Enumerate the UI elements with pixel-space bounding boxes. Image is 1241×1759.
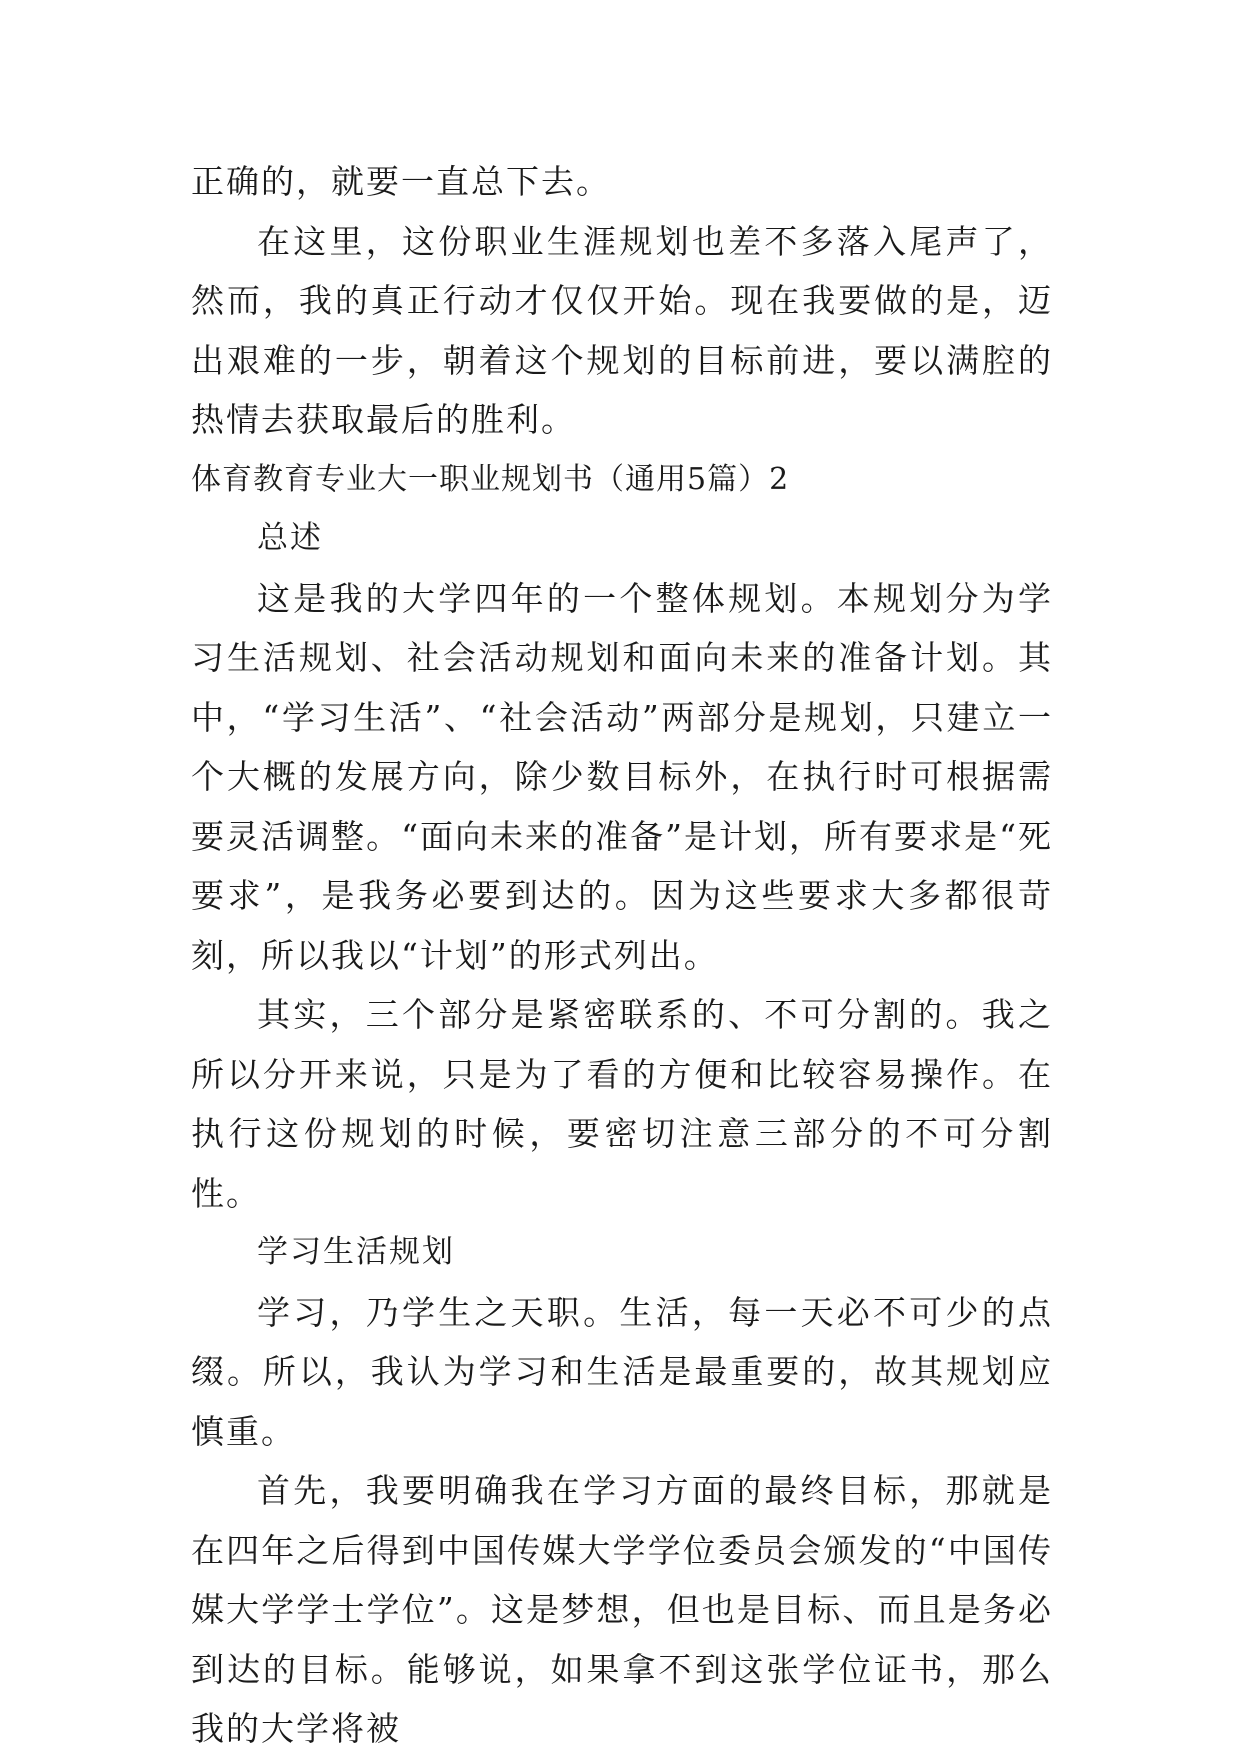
overview-paragraph-2: 其实，三个部分是紧密联系的、不可分割的。我之所以分开来说，只是为了看的方便和比较容易操作。在执行这份规划的时候，要密切注意三部分的不可分割性。 (191, 995, 1053, 1213)
study-life-paragraph-2: 首先，我要明确我在学习方面的最终目标，那就是在四年之后得到中国传媒大学学位委员会颁发的“中国传媒大学学士学位”。这是梦想，但也是目标、而且是务必到达的目标。能够说，如果拿不到这张学位证书，那么我的大学将被 (191, 1471, 1053, 1748)
section-title: 体育教育专业大一职业规划书（通用5篇）2 (191, 461, 790, 497)
study-life-paragraph-1: 学习，乃学生之天职。生活，每一天必不可少的点缀。所以，我认为学习和生活是最重要的，故其规划应慎重。 (191, 1292, 1053, 1451)
document-body (191, 152, 1053, 1759)
continuation-paragraph: 正确的，就要一直总下去。 (191, 162, 611, 201)
overview-paragraph-1: 这是我的大学四年的一个整体规划。本规划分为学习生活规划、社会活动规划和面向未来的准备计划。其中，“学习生活”、“社会活动”两部分是规划，只建立一个大概的发展方向，除少数目标外，在执行时可根据需要灵活调整。“面向未来的准备”是计划，所有要求是“死要求”，是我务必要到达的。因为这些要求大多都很苛刻，所以我以“计划”的形式列出。 (191, 578, 1053, 975)
study-life-heading: 学习生活规划 (257, 1234, 455, 1270)
overview-heading: 总述 (257, 520, 323, 556)
closing-paragraph: 在这里，这份职业生涯规划也差不多落入尾声了，然而，我的真正行动才仅仅开始。现在我要做的是，迈出艰难的一步，朝着这个规划的目标前进，要以满腔的热情去获取最后的胜利。 (191, 221, 1053, 439)
